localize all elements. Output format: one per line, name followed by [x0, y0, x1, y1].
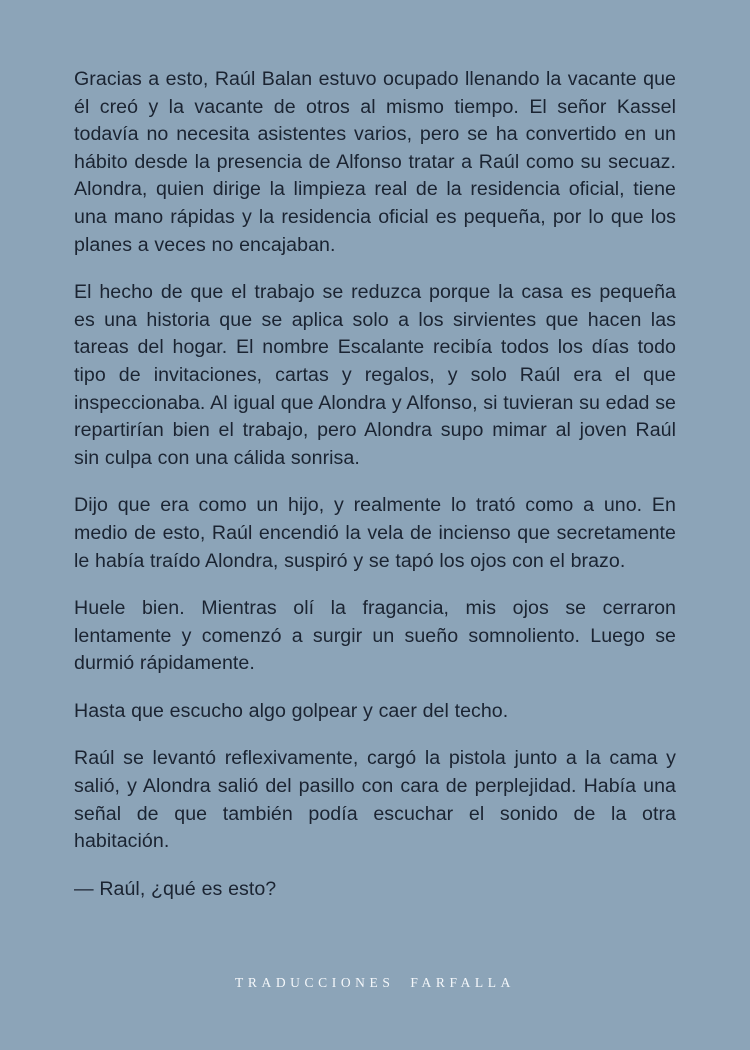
- body-text-column: [74, 66, 676, 903]
- paragraph-7-dialogue: — Raúl, ¿qué es esto?: [74, 877, 277, 900]
- paragraph-5: Hasta que escucho algo golpear y caer del techo.: [74, 699, 509, 722]
- paragraph-6: Raúl se levantó reflexivamente, cargó la pistola junto a la cama y salió, y Alondra salió del pasillo con cara de perplejidad. Había una señal de que también podía escuchar el sonido de la otra habitación.: [74, 747, 676, 853]
- paragraph-4: Huele bien. Mientras olí la fragancia, mis ojos se cerraron lentamente y comenzó a surgir un sueño somnoliento. Luego se durmió rápidamente.: [74, 597, 676, 675]
- paragraph-1: Gracias a esto, Raúl Balan estuvo ocupado llenando la vacante que él creó y la vacante de otros al mismo tiempo. El señor Kassel todavía no necesita asistentes varios, pero se ha convertido en un hábito desde la presencia de Alfonso tratar a Raúl como su secuaz. Alondra, quien dirige la limpieza real de la residencia oficial, tiene una mano rápidas y la residencia oficial es pequeña, por lo que los planes a veces no encajaban.: [74, 68, 676, 256]
- paragraph-3: Dijo que era como un hijo, y realmente lo trató como a uno. En medio de esto, Raúl encendió la vela de incienso que secretamente le había traído Alondra, suspiró y se tapó los ojos con el brazo.: [74, 494, 676, 572]
- watermark-traducciones-farfalla: TRADUCCIONES FARFALLA: [235, 975, 515, 990]
- paragraph-2: El hecho de que el trabajo se reduzca porque la casa es pequeña es una historia que se aplica solo a los sirvientes que hacen las tareas del hogar. El nombre Escalante recibía todos los días todo tipo de invitaciones, cartas y regalos, y solo Raúl era el que inspeccionaba. Al igual que Alondra y Alfonso, si tuvieran su edad se repartirían bien el trabajo, pero Alondra supo mimar al joven Raúl sin culpa con una cálida sonrisa.: [74, 281, 676, 469]
